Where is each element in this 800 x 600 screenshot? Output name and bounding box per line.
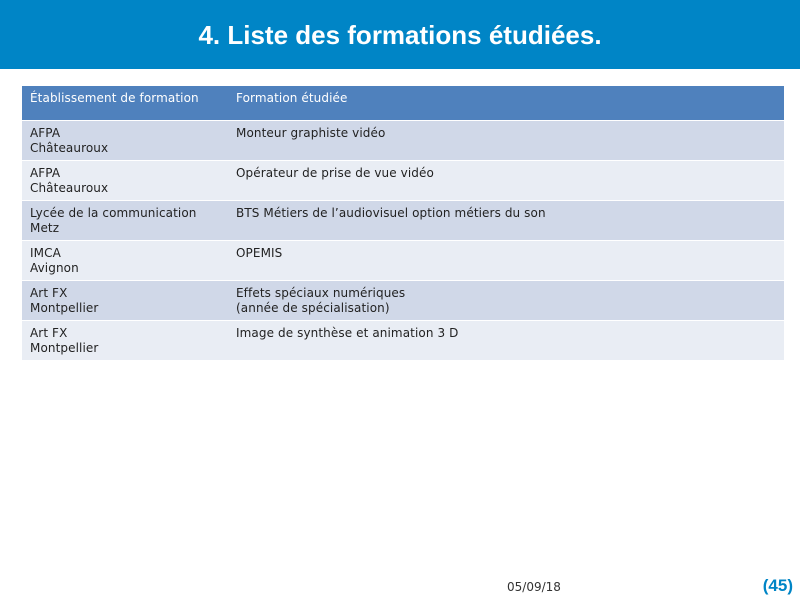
formation-cell (236, 160, 784, 200)
etablissement-name: Art FX (30, 285, 68, 300)
etablissement-cell (22, 200, 236, 240)
table-row (22, 240, 784, 280)
slide-title: 4. Liste des formations étudiées. (198, 20, 602, 50)
etablissement-city: Châteauroux (30, 180, 109, 195)
etablissement-name: IMCA (30, 245, 61, 260)
formation-name: Image de synthèse et animation 3 D (236, 325, 459, 340)
formation-cell (236, 320, 784, 360)
etablissement-name: Art FX (30, 325, 68, 340)
etablissement-cell (22, 280, 236, 320)
etablissement-cell (22, 240, 236, 280)
header-etablissement: Établissement de formation (22, 86, 236, 120)
table-row (22, 280, 784, 320)
formations-table (22, 86, 784, 360)
etablissement-city: Avignon (30, 260, 79, 275)
slide-title-bar (0, 0, 800, 69)
table-row (22, 200, 784, 240)
table-header-row (22, 86, 784, 120)
formation-name: OPEMIS (236, 245, 283, 260)
etablissement-city: Metz (30, 220, 60, 235)
etablissement-city: Montpellier (30, 300, 99, 315)
table-row (22, 160, 784, 200)
etablissement-cell (22, 320, 236, 360)
formation-name: Monteur graphiste vidéo (236, 125, 386, 140)
table-row (22, 320, 784, 360)
formation-cell (236, 200, 784, 240)
formation-cell (236, 120, 784, 160)
etablissement-city: Châteauroux (30, 140, 109, 155)
etablissement-name: Lycée de la communication (30, 205, 197, 220)
formation-name: Effets spéciaux numériques (236, 285, 406, 300)
etablissement-cell (22, 160, 236, 200)
table-row (22, 120, 784, 160)
formation-cell (236, 280, 784, 320)
formation-name: Opérateur de prise de vue vidéo (236, 165, 434, 180)
header-formation: Formation étudiée (236, 86, 784, 120)
etablissement-city: Montpellier (30, 340, 99, 355)
page-number: (45) (762, 576, 793, 595)
formation-detail: (année de spécialisation) (236, 300, 390, 315)
etablissement-name: AFPA (30, 125, 61, 140)
formation-cell (236, 240, 784, 280)
etablissement-cell (22, 120, 236, 160)
formation-name: BTS Métiers de l’audiovisuel option métiers du son (236, 205, 546, 220)
etablissement-name: AFPA (30, 165, 61, 180)
footer-date: 05/09/18 (507, 580, 561, 594)
